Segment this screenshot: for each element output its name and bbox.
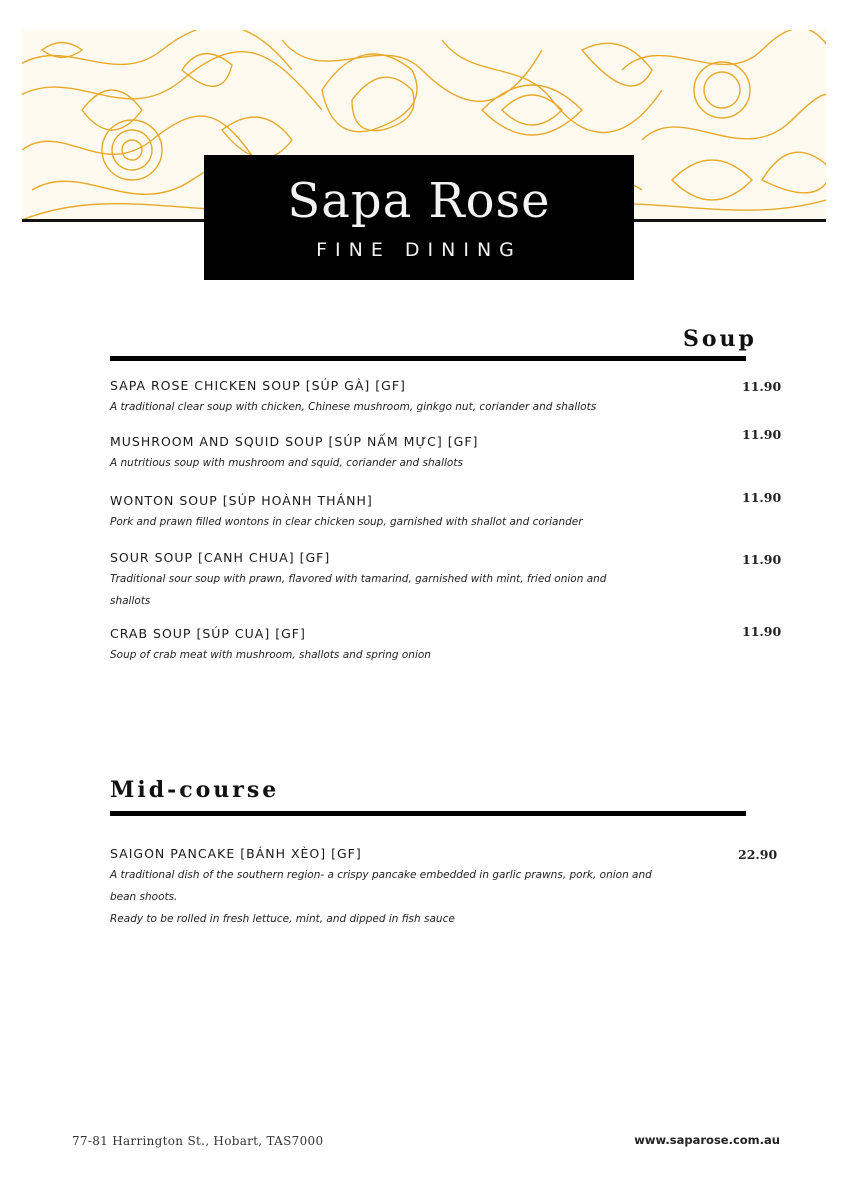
menu-item-name: WONTON SOUP [SÚP HOÀNH THÁNH] <box>110 493 373 508</box>
midcourse-section-rule <box>110 811 746 816</box>
menu-item-description: Soup of crab meat with mushroom, shallots and spring onion <box>110 649 431 661</box>
menu-item <box>110 548 750 612</box>
menu-item-name: MUSHROOM AND SQUID SOUP [SÚP NẤM MỰC] [GF] <box>110 434 479 449</box>
menu-item-name: SOUR SOUP [CANH CHUA] [GF] <box>110 550 331 565</box>
menu-item <box>110 376 750 418</box>
menu-item-price: 11.90 <box>742 552 782 567</box>
menu-item-price: 11.90 <box>742 379 782 394</box>
menu-item-description: A traditional clear soup with chicken, Chinese mushroom, ginkgo nut, coriander and shallots <box>110 401 597 413</box>
menu-item <box>110 432 750 474</box>
menu-item-description-extra: Ready to be rolled in fresh lettuce, mint, and dipped in fish sauce <box>110 913 455 925</box>
menu-item-description: A nutritious soup with mushroom and squid, coriander and shallots <box>110 457 463 469</box>
menu-item <box>110 491 750 533</box>
menu-item <box>110 624 750 666</box>
midcourse-section-title: Mid-course <box>110 777 280 803</box>
soup-section-title: Soup <box>683 326 757 352</box>
menu-item-name: CRAB SOUP [SÚP CUA] [GF] <box>110 626 306 641</box>
restaurant-name: Sapa Rose <box>287 173 551 229</box>
footer-address: 77-81 Harrington St., Hobart, TAS7000 <box>72 1134 324 1148</box>
menu-item-description: Traditional sour soup with prawn, flavored with tamarind, garnished with mint, fried onion and shallots <box>110 573 607 607</box>
menu-item-price: 11.90 <box>742 427 782 442</box>
menu-item-description: A traditional dish of the southern region- a crispy pancake embedded in garlic prawns, pork, onion and bean shoots. <box>110 869 652 903</box>
menu-item-price: 22.90 <box>738 847 778 862</box>
restaurant-tagline: FINE DINING <box>316 239 522 261</box>
title-box <box>204 155 634 280</box>
menu-item-price: 11.90 <box>742 624 782 639</box>
soup-section-rule <box>110 356 746 361</box>
menu-item-description: Pork and prawn filled wontons in clear chicken soup, garnished with shallot and coriander <box>110 516 583 528</box>
menu-item-name: SAIGON PANCAKE [BÁNH XÈO] [GF] <box>110 846 362 861</box>
menu-item-name: SAPA ROSE CHICKEN SOUP [SÚP GÀ] [GF] <box>110 378 406 393</box>
menu-item-price: 11.90 <box>742 490 782 505</box>
menu-item <box>110 844 750 930</box>
footer-website-link[interactable]: www.saparose.com.au <box>634 1133 780 1147</box>
